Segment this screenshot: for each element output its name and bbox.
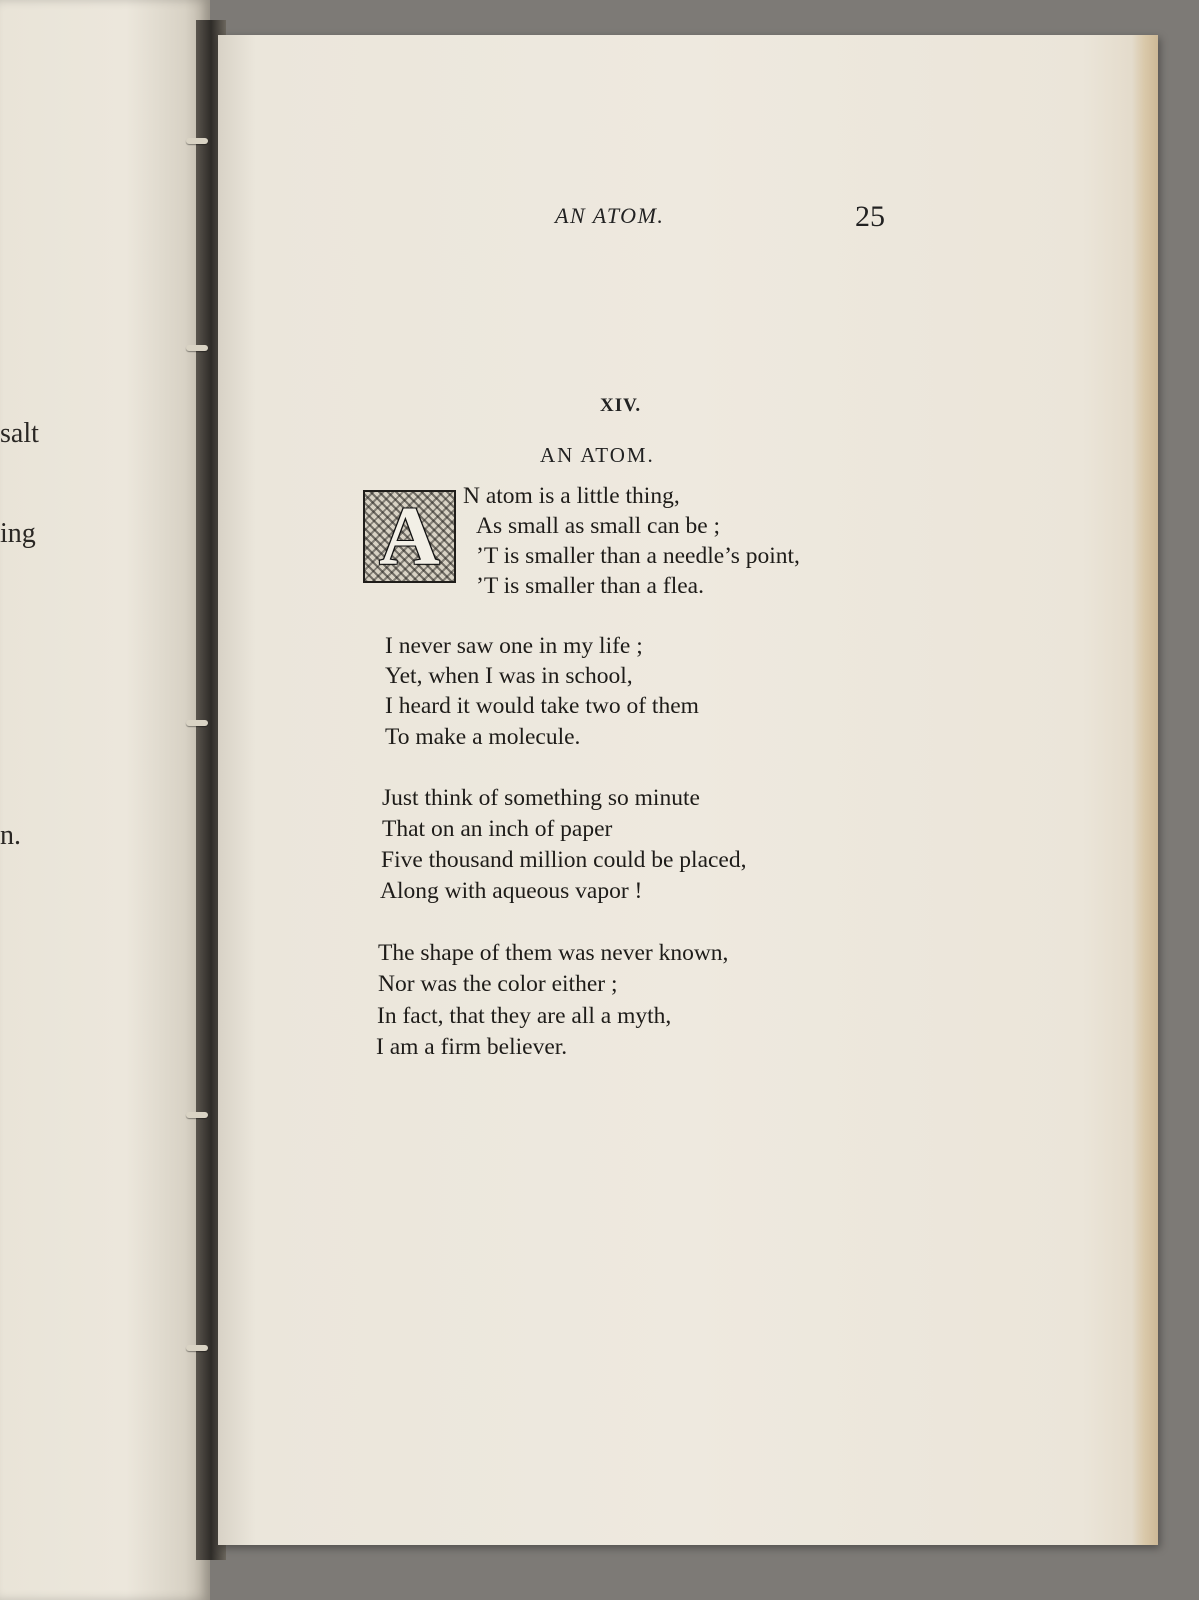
poem-line: ’T is smaller than a flea. bbox=[476, 573, 704, 599]
poem-line: I heard it would take two of them bbox=[385, 693, 699, 719]
poem-line: I am a firm believer. bbox=[376, 1034, 568, 1060]
poem-line: To make a molecule. bbox=[385, 724, 581, 750]
poem-line: Nor was the color either ; bbox=[378, 971, 618, 997]
binding-stitch bbox=[186, 1345, 208, 1351]
page-edge bbox=[1132, 35, 1158, 1545]
poem-title: AN ATOM. bbox=[540, 443, 655, 467]
poem-line: That on an inch of paper bbox=[382, 816, 613, 842]
poem-line: Yet, when I was in school, bbox=[385, 663, 633, 689]
poem-line: N atom is a little thing, bbox=[463, 483, 680, 509]
poem-line: ’T is smaller than a needle’s point, bbox=[476, 543, 800, 569]
drop-cap-letter: A bbox=[379, 489, 440, 583]
running-head: AN ATOM. bbox=[555, 203, 665, 228]
poem-line: I never saw one in my life ; bbox=[385, 633, 643, 659]
left-page-text-fragment: salt bbox=[0, 418, 39, 449]
poem-line: In fact, that they are all a myth, bbox=[377, 1003, 672, 1029]
left-page bbox=[0, 0, 210, 1600]
poem-line: As small as small can be ; bbox=[476, 513, 721, 539]
left-page-text-fragment: n. bbox=[0, 820, 21, 851]
section-number: XIV. bbox=[600, 395, 642, 416]
poem-line: Just think of something so minute bbox=[382, 785, 700, 811]
left-page-text-fragment: ing bbox=[0, 518, 36, 549]
poem-line: The shape of them was never known, bbox=[378, 940, 729, 966]
poem-line: Five thousand million could be placed, bbox=[381, 847, 747, 873]
decorated-drop-cap bbox=[363, 490, 456, 583]
binding-stitch bbox=[186, 720, 208, 726]
poem-line: Along with aqueous vapor ! bbox=[380, 878, 643, 904]
binding-stitch bbox=[186, 345, 208, 351]
binding-stitch bbox=[186, 138, 208, 144]
binding-stitch bbox=[186, 1112, 208, 1118]
page-number: 25 bbox=[855, 200, 885, 233]
